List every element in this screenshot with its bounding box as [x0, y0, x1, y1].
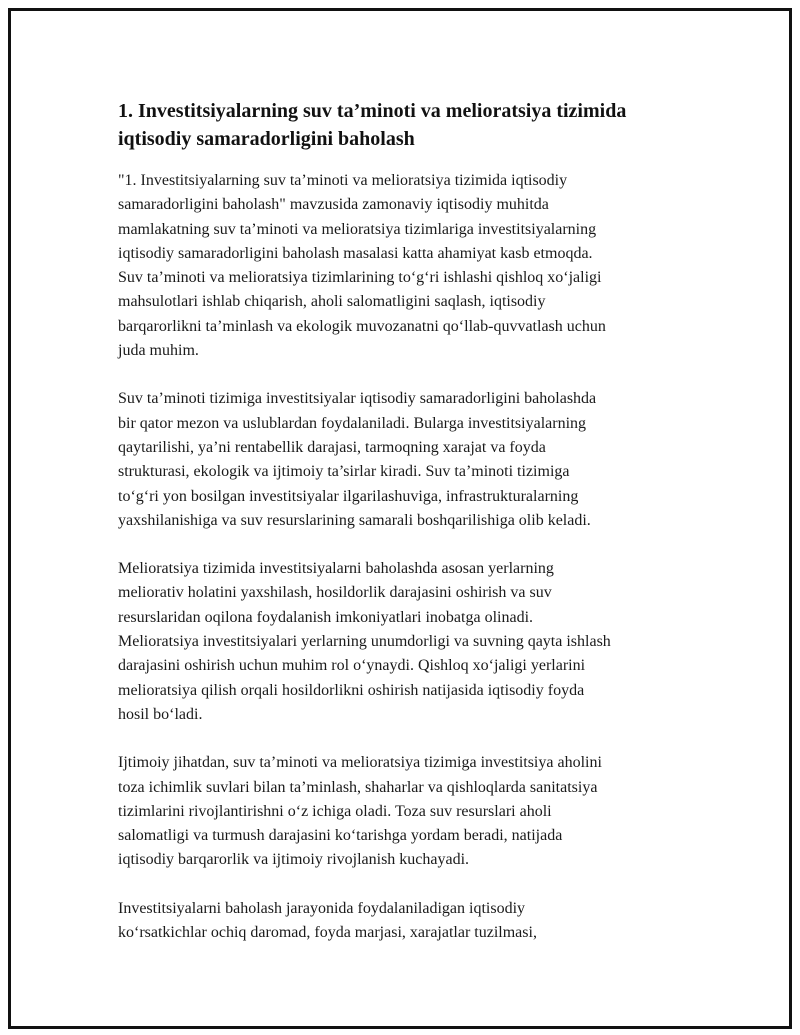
text-line: qaytarilishi, ya’ni rentabellik darajasi, tarmoqning xarajat va foyda	[118, 438, 546, 456]
text-line: Investitsiyalarni baholash jarayonida foydalaniladigan iqtisodiy	[118, 899, 526, 917]
paragraph-social	[118, 751, 703, 872]
text-line: yaxshilanishiga va suv resurslarining samarali boshqarilishiga olib keladi.	[118, 511, 591, 529]
text-line: Melioratsiya tizimida investitsiyalarni baholashda asosan yerlarning	[118, 560, 554, 578]
text-line: darajasini oshirish uchun muhim rol o‘ynaydi. Qishloq xo‘jaligi yerlarini	[118, 657, 586, 675]
text-line: Melioratsiya investitsiyalari yerlarning unumdorligi va suvning qayta ishlash	[118, 633, 611, 651]
document-title	[118, 97, 703, 153]
text-line: mahsulotlari ishlab chiqarish, aholi salomatligini saqlash, iqtisodiy	[118, 293, 546, 311]
text-line: Ijtimoiy jihatdan, suv ta’minoti va melioratsiya tizimiga investitsiya aholini	[118, 754, 602, 772]
document-body	[118, 97, 703, 969]
paragraph-intro	[118, 169, 703, 363]
text-line: resurslaridan oqilona foydalanish imkoniyatlari inobatga olinadi.	[118, 608, 534, 626]
text-line: tizimlarini rivojlantirishni o‘z ichiga oladi. Toza suv resurslari aholi	[118, 802, 552, 820]
text-line: to‘g‘ri yon bosilgan investitsiyalar ilgarilashuviga, infrastrukturalarning	[118, 487, 579, 505]
text-line: bir qator mezon va uslublardan foydalaniladi. Bularga investitsiyalarning	[118, 414, 587, 432]
text-line: Suv ta’minoti tizimiga investitsiyalar iqtisodiy samaradorligini baholashda	[118, 390, 597, 408]
text-line: samaradorligini baholash" mavzusida zamonaviy iqtisodiy muhitda	[118, 196, 549, 214]
text-line: iqtisodiy samaradorligini baholash masalasi katta ahamiyat kasb etmoqda.	[118, 244, 593, 262]
text-line: juda muhim.	[118, 342, 199, 360]
text-line: Suv ta’minoti va melioratsiya tizimlarining to‘g‘ri ishlashi qishloq xo‘jaligi	[118, 269, 602, 287]
text-line: mamlakatning suv ta’minoti va melioratsiya tizimlariga investitsiyalarning	[118, 220, 597, 238]
paragraph-indicators	[118, 897, 703, 946]
text-line: barqarorlikni ta’minlash va ekologik muvozanatni qo‘llab-quvvatlash uchun	[118, 317, 606, 335]
text-line: hosil bo‘ladi.	[118, 705, 203, 723]
text-line: iqtisodiy barqarorlik va ijtimoiy rivojlanish kuchayadi.	[118, 851, 470, 869]
text-line: meliorativ holatini yaxshilash, hosildorlik darajasini oshirish va suv	[118, 584, 552, 602]
text-line: salomatligi va turmush darajasini ko‘tarishga yordam beradi, natijada	[118, 827, 563, 845]
page-frame	[8, 8, 792, 1029]
paragraph-melioration	[118, 557, 703, 727]
text-line: toza ichimlik suvlari bilan ta’minlash, shaharlar va qishloqlarda sanitatsiya	[118, 778, 598, 796]
paragraph-water-supply	[118, 387, 703, 533]
title-line: 1. Investitsiyalarning suv ta’minoti va melioratsiya tizimida	[118, 100, 627, 122]
text-line: ko‘rsatkichlar ochiq daromad, foyda marjasi, xarajatlar tuzilmasi,	[118, 924, 537, 942]
text-line: strukturasi, ekologik va ijtimoiy ta’sirlar kiradi. Suv ta’minoti tizimiga	[118, 463, 570, 481]
text-line: "1. Investitsiyalarning suv ta’minoti va melioratsiya tizimida iqtisodiy	[118, 172, 568, 189]
title-line: iqtisodiy samaradorligini baholash	[118, 128, 415, 150]
text-line: melioratsiya qilish orqali hosildorlikni oshirish natijasida iqtisodiy foyda	[118, 681, 585, 699]
